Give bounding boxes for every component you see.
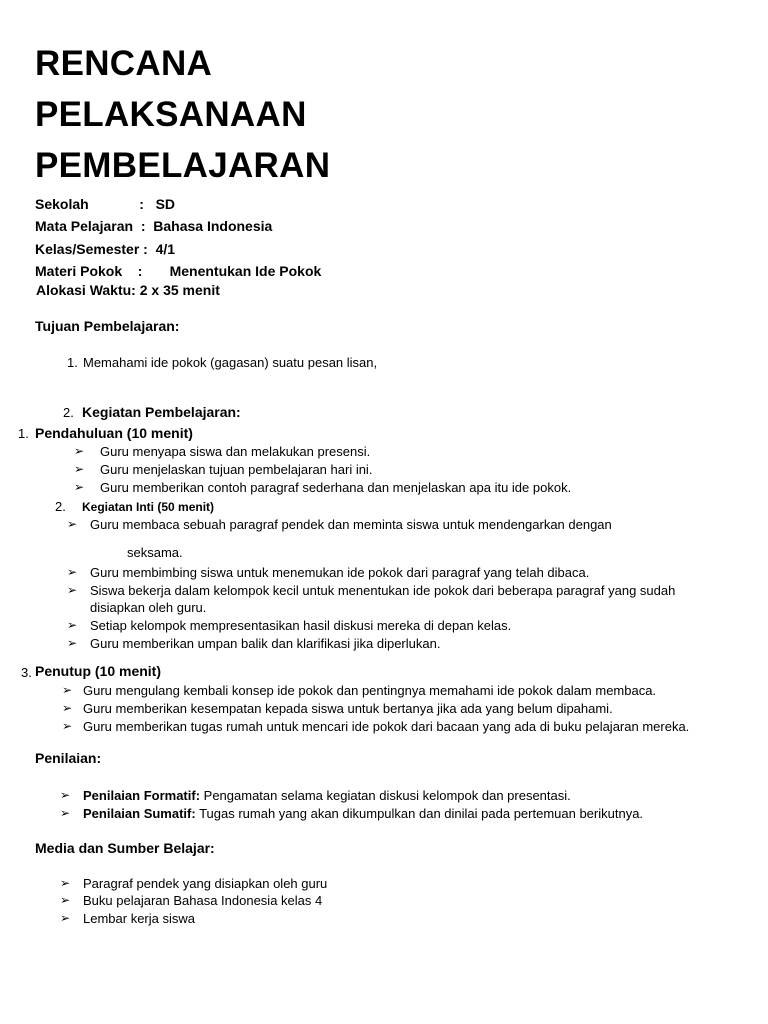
penilaian-item (83, 805, 643, 822)
media-heading: Media dan Sumber Belajar: (35, 840, 215, 856)
tujuan-item-number: 1. (67, 355, 78, 370)
penutup-number: 3. (21, 665, 32, 680)
inti-item: Guru membimbing siswa untuk menemukan ide pokok dari paragraf yang telah dibaca. (90, 565, 590, 580)
info-kelas-semester: Kelas/Semester : 4/1 (35, 241, 176, 257)
bullet-arrow-icon: ➢ (60, 893, 71, 907)
info-materi-pokok: Materi Pokok : Menentukan Ide Pokok (35, 263, 322, 279)
penutup-item: Guru memberikan tugas rumah untuk mencari ide pokok dari bacaan yang ada di buku pelajaran mereka. (83, 719, 690, 734)
bullet-arrow-icon: ➢ (74, 462, 85, 476)
inti-item-continuation: disiapkan oleh guru. (90, 600, 207, 615)
tujuan-heading: Tujuan Pembelajaran: (35, 318, 180, 334)
inti-number: 2. (55, 499, 66, 514)
bullet-arrow-icon: ➢ (60, 788, 71, 802)
inti-heading: Kegiatan Inti (50 menit) (82, 500, 215, 514)
inti-item: Setiap kelompok mempresentasikan hasil diskusi mereka di depan kelas. (90, 618, 512, 633)
penilaian-heading: Penilaian: (35, 750, 102, 766)
pendahuluan-number: 1. (18, 426, 29, 441)
media-item: Paragraf pendek yang disiapkan oleh guru (83, 876, 328, 891)
pendahuluan-item: Guru menyapa siswa dan melakukan presensi. (100, 444, 371, 459)
penutup-heading: Penutup (10 menit) (35, 663, 162, 679)
kegiatan-heading: Kegiatan Pembelajaran: (82, 404, 241, 420)
bullet-arrow-icon: ➢ (60, 911, 71, 925)
info-alokasi-waktu: Alokasi Waktu: 2 x 35 menit (36, 282, 220, 298)
penilaian-item-text: Tugas rumah yang akan dikumpulkan dan dinilai pada pertemuan berikutnya. (195, 806, 644, 821)
bullet-arrow-icon: ➢ (67, 636, 78, 650)
bullet-arrow-icon: ➢ (62, 719, 73, 733)
inti-item: Guru memberikan umpan balik dan klarifikasi jika diperlukan. (90, 636, 441, 651)
bullet-arrow-icon: ➢ (74, 444, 85, 458)
inti-item: Siswa bekerja dalam kelompok kecil untuk menentukan ide pokok dari beberapa paragraf yang sudah (90, 583, 676, 598)
bullet-arrow-icon: ➢ (62, 701, 73, 715)
info-sekolah: Sekolah : SD (35, 196, 176, 212)
info-mata-pelajaran: Mata Pelajaran : Bahasa Indonesia (35, 218, 273, 234)
inti-item: Guru membaca sebuah paragraf pendek dan meminta siswa untuk mendengarkan dengan (90, 517, 612, 532)
document-title-line-3: PEMBELAJARAN (35, 146, 331, 185)
bullet-arrow-icon: ➢ (67, 565, 78, 579)
pendahuluan-item: Guru menjelaskan tujuan pembelajaran hari ini. (100, 462, 373, 477)
document-title-line-2: PELAKSANAAN (35, 95, 307, 134)
bullet-arrow-icon: ➢ (74, 480, 85, 494)
penutup-item: Guru mengulang kembali konsep ide pokok dan pentingnya memahami ide pokok dalam membaca. (83, 683, 657, 698)
document-title-line-1: RENCANA (35, 44, 213, 83)
bullet-arrow-icon: ➢ (62, 683, 73, 697)
penilaian-item (83, 787, 571, 804)
bullet-arrow-icon: ➢ (60, 806, 71, 820)
inti-item-continuation: seksama. (127, 545, 183, 560)
media-item: Buku pelajaran Bahasa Indonesia kelas 4 (83, 893, 323, 908)
kegiatan-number: 2. (63, 405, 74, 420)
penilaian-item-label: Penilaian Formatif: (83, 788, 201, 803)
bullet-arrow-icon: ➢ (60, 876, 71, 890)
media-item: Lembar kerja siswa (83, 911, 195, 926)
pendahuluan-heading: Pendahuluan (10 menit) (35, 425, 193, 441)
penilaian-item-text: Pengamatan selama kegiatan diskusi kelompok dan presentasi. (200, 788, 571, 803)
bullet-arrow-icon: ➢ (67, 517, 78, 531)
bullet-arrow-icon: ➢ (67, 583, 78, 597)
tujuan-item-text: Memahami ide pokok (gagasan) suatu pesan lisan, (83, 355, 378, 370)
pendahuluan-item: Guru memberikan contoh paragraf sederhana dan menjelaskan apa itu ide pokok. (100, 480, 572, 495)
penilaian-item-label: Penilaian Sumatif: (83, 806, 196, 821)
bullet-arrow-icon: ➢ (67, 618, 78, 632)
penutup-item: Guru memberikan kesempatan kepada siswa untuk bertanya jika ada yang belum dipahami. (83, 701, 613, 716)
